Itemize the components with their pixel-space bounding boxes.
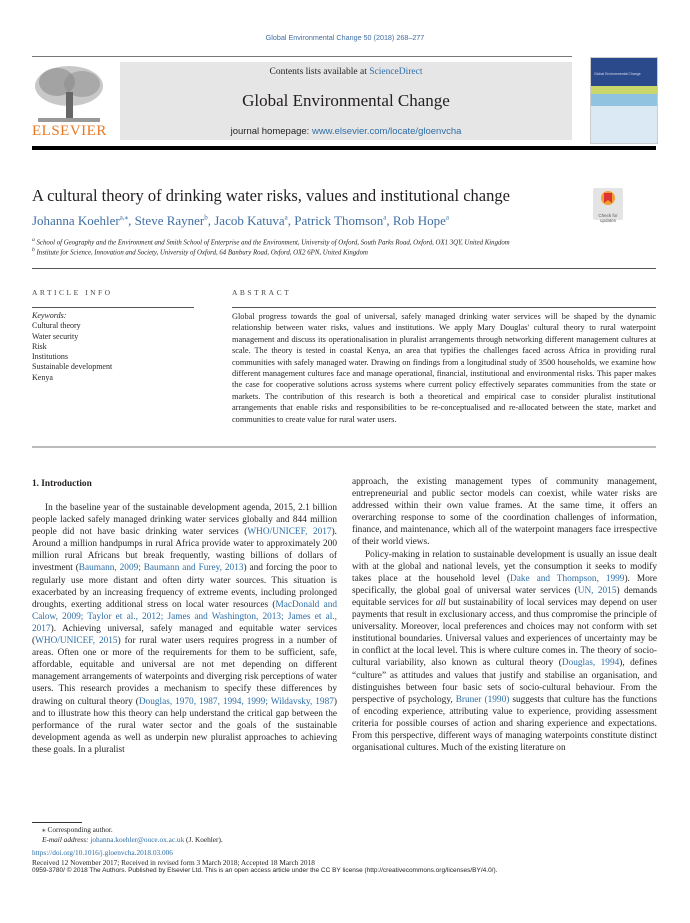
text-run: but sustainability of local services may depend on user payments that result in exclusionary access, and thus compromise the principle of universality. Moreover, local preferences and choices may not conform with set institutional boundaries. Universal values and experiences of uncertainty may be in conflict at the local level. This is where culture comes in. The theory of socio-cultural variability, also known as cultural theory ( [352,597,657,669]
divider [232,307,656,308]
text-run: approach, the existing management types of community management, entrepreneurial and public sector models can coexist, while water risks are addressed within their own value frames. At the same time, it offers an overarching response to some of the coordination challenges of information, finance, and maintenance, which all of the waterpoint managers face irrespective of their world views. [352,477,657,548]
divider [32,56,572,57]
elsevier-logo [32,62,106,140]
running-head: Global Environmental Change 50 (2018) 268–277 [265,33,425,42]
contents-line [120,67,572,77]
journal-cover [590,57,658,144]
license-text: 0959-3780/ © 2018 The Authors. Published by Elsevier Ltd. This is an open access article under the CC BY license (http://creativecommons.org/licenses/BY/4.0/). [32,867,498,874]
email-link[interactable]: johanna.koehler@ouce.ox.ac.uk [90,835,185,844]
text-run: In the baseline year of the sustainable development agenda, 2015, 2.1 billion people lacked safely managed drinking water services globally and 844 million people did not have basic drinking water services ( [32,503,337,538]
cover-title: Global Environmental Change [594,72,641,76]
article-title: A cultural theory of drinking water risks, values and institutional change [32,186,510,205]
text-run: ) demands equitable services for [352,585,657,608]
journal-banner [120,62,572,140]
keywords-label: Keywords: [32,311,67,320]
keyword: Risk [32,341,47,351]
author[interactable]: Patrick Thomson$^a$ [294,213,387,228]
section-heading: 1. Introduction [32,479,92,489]
text-run: ). Around a million handpumps in rural Africa provide water to approximately 200 million rural Africans but break frequently, wasting billions of dollars of investment ( [32,527,337,574]
paragraph [352,476,657,549]
text-run: ) and to illustrate how this theory can help understand the critical gap between the performance of the rural water sector and the goals of the sustainable development agenda as well as underpin new pluralist approaches to achieving these goals. In a pluralist [32,696,337,755]
abstract-text: Global progress towards the goal of universal, safely managed drinking water services will be shaped by the dynamic relationship between water risks, values and institutions. We apply Mary Douglas' cultural theory to rural waterpoint management and discuss its operationalisation in pluralist arrangements through networking different management cultures at scale. The theory is tested in coastal Kenya, an area that typifies the challenges faced across Africa in providing rural communities with safely managed water. Drawing on findings from a longitudinal study of 3500 households, we examine how different management cultures face and manage operational, financial, institutional and environmental risks. This paper makes the case for cooperative solutions across systems where current policy effectively separates communities from the state or markets. The contribution of this research is both a theoretical and empirical case to consider pluralist institutional arrangements that enable risks and responsibilities to be re-conceptualised and re-allocated between the state, market and communities to create value for rural water users. [232,312,656,424]
footnote-rule [32,822,82,823]
citation-link[interactable]: Bruner (1990) [455,694,510,705]
keyword: Kenya [32,372,53,382]
affiliation: $^a$ School of Geography and the Environment and Smith School of Enterprise and the Environment, University of Oxford, South Parks Road, Oxford, OX1 3QY, United Kingdom [32,237,510,247]
paragraph [32,502,337,756]
divider [32,268,656,269]
divider [32,446,656,448]
article-info-heading: ARTICLE INFO [32,288,113,297]
text-run: ), defines “culture” as attitudes and values that justify and stabilise an organisation, and distinguishes between four basic sets of socio-cultural behaviour. From the perspective of psychology, [352,658,657,705]
doi-link[interactable]: https://doi.org/10.1016/j.gloenvcha.2018.03.006 [32,848,173,857]
check-for-updates-label: Check for updates [598,213,618,223]
author[interactable]: Johanna Koehler$^{a,⁎}$ [32,213,129,228]
homepage-link[interactable]: www.elsevier.com/locate/gloenvcha [311,126,462,137]
divider [32,307,194,308]
citation-link[interactable]: UN, 2015 [577,585,617,596]
elsevier-wordmark: ELSEVIER [32,123,107,139]
keyword: Water security [32,331,79,341]
text-run: ). Achieving universal, safely managed and equitable water services ( [32,623,337,647]
contents-prefix: Contents lists available at [269,67,370,77]
homepage-prefix: journal homepage: [230,126,312,137]
header-rule [32,146,656,150]
citation-link[interactable]: Baumann, 2009; Baumann and Furey, 2013 [78,563,244,574]
keyword: Sustainable development [32,362,113,372]
citation-link[interactable]: Douglas, 1994 [561,658,620,669]
body-column-left [32,502,337,756]
emphasis: all [435,597,446,608]
author[interactable]: Rob Hope$^a$ [392,213,450,228]
keyword: Institutions [32,352,69,362]
text-run: Policy-making in relation to sustainable development is usually an issue dealt with at the global and national levels, yet the consumption it seeks to modify takes place at the household level ( [352,549,657,584]
author[interactable]: Jacob Katuva$^a$ [214,213,288,228]
bookmark-icon [593,188,623,208]
citation-link[interactable]: MacDonald and Calow, 2009; Taylor et al., 2012; James and Washington, 2013; James et al., 2017 [32,599,338,634]
citation-link[interactable]: Dake and Thompson, 1999 [509,573,625,584]
corresponding-author-note: ⁎ Corresponding author. [42,825,113,834]
abstract-heading: ABSTRACT [232,288,292,297]
citation-link[interactable]: WHO/UNICEF, 2017 [247,527,332,538]
author[interactable]: Steve Rayner$^b$ [134,213,208,228]
email-note [42,835,223,844]
paragraph [352,549,657,755]
keyword: Cultural theory [32,321,81,331]
keywords [32,311,112,383]
text-run: ) for rural water users requires progress in a number of areas. Often one or more of the requirements for them to be sufficient, safe, affordable, equitable and universal are not met depending on different management arrangements of waterpoints and diverging risk perceptions of water users. This research provides a mechanism to specify these differences by drawing on cultural theory ( [32,636,337,707]
affiliation: $^b$ Institute for Science, Innovation and Society, University of Oxford, 64 Banbury Road, Oxford, OX2 6PN, United Kingdom [32,247,368,257]
author-list: Johanna Koehler$^{a,⁎}$, Steve Rayner$^b$, Jacob Katuva$^a$, Patrick Thomson$^a$, Rob Hope$^a$ [32,213,450,228]
citation-link[interactable]: Douglas, 1970, 1987, 1994, 1999; Wildavsky, 1987 [138,696,334,707]
email-suffix: (J. Koehler). [184,835,223,844]
text-run: ). More specifically, the global goal of universal water services ( [352,573,657,596]
text-run: ) and forcing the poor to regularly use more distant and often dirty water sources. This situation is exacerbated by an increasing frequency of extreme events, including prolonged droughts, exerting additional stress on local water resources ( [32,563,338,610]
body-column-right [352,476,657,754]
sciencedirect-link[interactable]: ScienceDirect [369,67,423,77]
check-for-updates-button[interactable] [593,188,623,223]
email-label: E-mail address: [42,835,91,844]
received-dates: Received 12 November 2017; Received in revised form 3 March 2018; Accepted 18 March 2018 [32,858,315,867]
text-run: suggests that culture has the functions of encoding experience, attributing value to experience, providing assessment criteria for possible courses of action and sharing experience and expectations. From this perspective, different ways of managing waterpoints constitute distinct organisational cultures. Much of the existing literature on [352,694,658,754]
journal-title: Global Environmental Change [242,91,450,110]
citation-link[interactable]: WHO/UNICEF, 2015 [35,636,118,647]
homepage-line [120,126,572,137]
